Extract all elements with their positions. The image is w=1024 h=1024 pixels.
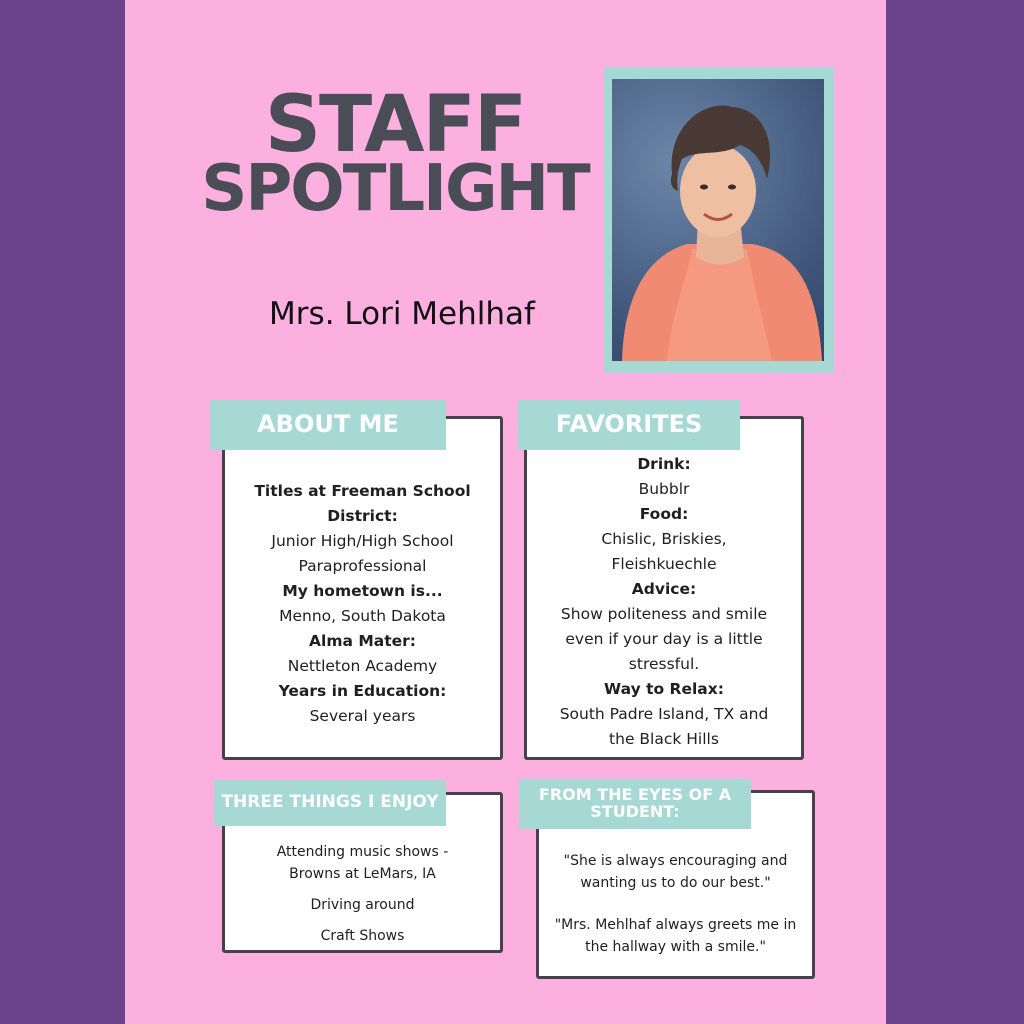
title-staff: STAFF: [264, 80, 526, 170]
about-card: [222, 416, 503, 760]
student-heading-line-1: FROM THE EYES OF A: [538, 785, 732, 805]
fav-drink-label: Drink:: [637, 455, 691, 473]
enjoy-item-2: Driving around: [310, 897, 415, 913]
about-years-label: Years in Education:: [278, 682, 447, 700]
fav-drink-value: Bubblr: [638, 480, 690, 498]
student-quote-2a: "Mrs. Mehlhaf always greets me in: [554, 917, 797, 933]
about-hometown-value: Menno, South Dakota: [279, 607, 446, 625]
fav-advice-value-2: even if your day is a little: [565, 630, 763, 648]
enjoy-heading: THREE THINGS I ENJOY: [214, 780, 446, 826]
title-spotlight: SPOTLIGHT: [201, 152, 589, 226]
portrait-photo: [612, 79, 824, 361]
fav-food-value-1: Chislic, Briskies,: [601, 530, 727, 548]
about-titles-value-1: Junior High/High School: [271, 532, 454, 550]
about-heading: ABOUT ME: [210, 400, 446, 450]
fav-advice-value-3: stressful.: [628, 655, 700, 673]
fav-relax-value-1: South Padre Island, TX and: [559, 705, 769, 723]
about-hometown-label: My hometown is...: [282, 582, 443, 600]
student-heading-line-2: STUDENT:: [590, 802, 680, 821]
favorites-card: [524, 416, 804, 760]
favorites-heading: FAVORITES: [518, 400, 740, 450]
enjoy-item-3: Craft Shows: [320, 928, 405, 944]
student-heading: [519, 779, 751, 829]
enjoy-item-1a: Attending music shows -: [276, 844, 449, 860]
about-alma-value: Nettleton Academy: [287, 657, 438, 675]
fav-food-value-2: Fleishkuechle: [611, 555, 717, 573]
student-quote-2b: the hallway with a smile.": [585, 939, 766, 955]
fav-relax-value-2: the Black Hills: [609, 730, 719, 748]
fav-advice-value-1: Show politeness and smile: [560, 605, 768, 623]
about-titles-label: Titles at Freeman School: [254, 482, 471, 500]
fav-advice-label: Advice:: [631, 580, 697, 598]
student-quote-1a: "She is always encouraging and: [563, 853, 788, 869]
photo-frame: [604, 67, 834, 373]
about-years-value: Several years: [309, 707, 416, 725]
student-quote-1b: wanting us to do our best.": [580, 875, 771, 891]
enjoy-item-1b: Browns at LeMars, IA: [289, 866, 436, 882]
about-titles-value-2: Paraprofessional: [298, 557, 427, 575]
about-district-label: District:: [327, 507, 398, 525]
about-alma-label: Alma Mater:: [309, 632, 416, 650]
staff-name: Mrs. Lori Mehlhaf: [269, 296, 535, 332]
fav-relax-label: Way to Relax:: [604, 680, 724, 698]
fav-food-label: Food:: [639, 505, 689, 523]
